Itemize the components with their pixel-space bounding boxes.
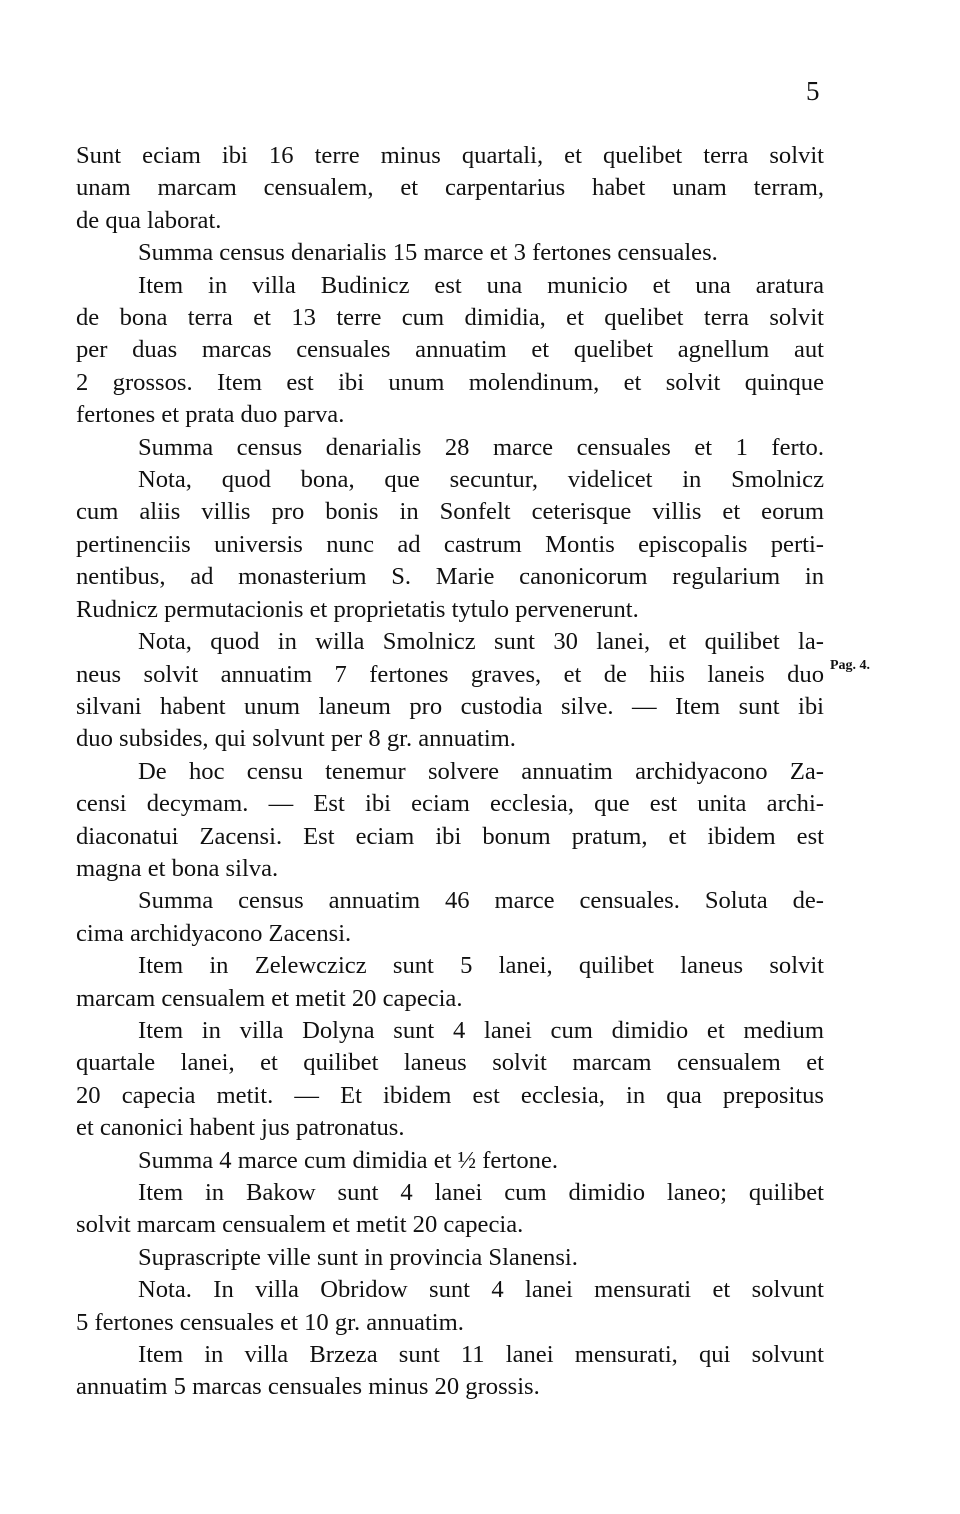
text-line: Nota. In villa Obridow sunt 4 lanei mensurati et solvunt bbox=[138, 1276, 824, 1304]
text-line: Summa census denarialis 28 marce censuales et 1 ferto. bbox=[138, 433, 824, 461]
text-line: cima archidyacono Zacensi. bbox=[76, 919, 352, 947]
text-line: Rudnicz permutacionis et proprietatis tytulo pervenerunt. bbox=[76, 595, 639, 623]
text-line: fertones et prata duo parva. bbox=[76, 401, 345, 429]
text-line: nentibus, ad monasterium S. Marie canonicorum regularium in bbox=[76, 563, 824, 591]
text-line: Summa census denarialis 15 marce et 3 fertones censuales. bbox=[138, 239, 718, 267]
text-line: Nota, quod bona, que secuntur, videlicet in Smolnicz bbox=[138, 466, 824, 494]
text-line: magna et bona silva. bbox=[76, 854, 279, 882]
text-line: unam marcam censualem, et carpentarius habet unam terram, bbox=[76, 174, 824, 202]
paragraph-9 bbox=[76, 950, 824, 1015]
paragraph-12 bbox=[76, 1177, 824, 1242]
text-line: Sunt eciam ibi 16 terre minus quartali, et quelibet terra solvit bbox=[76, 142, 824, 169]
text-line: Item in Zelewczicz sunt 5 lanei, quilibet laneus solvit bbox=[138, 952, 824, 980]
text-line: 20 capecia metit. — Et ibidem est ecclesia, in qua prepositus bbox=[76, 1081, 824, 1109]
text-line: quartale lanei, et quilibet laneus solvit marcam censualem et bbox=[76, 1049, 824, 1077]
paragraph-14 bbox=[76, 1274, 824, 1339]
text-line: marcam censualem et metit 20 capecia. bbox=[76, 984, 463, 1012]
text-line: Item in villa Brzeza sunt 11 lanei mensurati, qui solvunt bbox=[138, 1341, 824, 1369]
page-number: 5 bbox=[806, 76, 820, 106]
text-line: solvit marcam censualem et metit 20 capecia. bbox=[76, 1211, 524, 1239]
text-line: pertinenciis universis nunc ad castrum Montis episcopalis perti- bbox=[76, 530, 824, 558]
text-line: Item in Bakow sunt 4 lanei cum dimidio laneo; quilibet bbox=[138, 1179, 824, 1206]
text-line: silvani habent unum laneum pro custodia silve. — Item sunt ibi bbox=[76, 692, 824, 720]
text-line: cum aliis villis pro bonis in Sonfelt ceterisque villis et eorum bbox=[76, 498, 824, 526]
text-line: censi decymam. — Est ibi eciam ecclesia, que est unita archi- bbox=[76, 790, 824, 818]
paragraph-15 bbox=[76, 1339, 824, 1404]
paragraph-10 bbox=[76, 1015, 824, 1145]
body-text bbox=[76, 140, 824, 1404]
text-line: 5 fertones censuales et 10 gr. annuatim. bbox=[76, 1308, 464, 1336]
text-line: De hoc censu tenemur solvere annuatim archidyacono Za- bbox=[138, 757, 824, 785]
paragraph-1 bbox=[76, 140, 824, 237]
text-line: diaconatui Zacensi. Est eciam ibi bonum pratum, et ibidem est bbox=[76, 822, 824, 850]
text-line: duo subsides, qui solvunt per 8 gr. annuatim. bbox=[76, 725, 516, 753]
paragraph-5 bbox=[76, 464, 824, 626]
paragraph-13 bbox=[76, 1242, 824, 1274]
text-line: Suprascripte ville sunt in provincia Slanensi. bbox=[138, 1243, 578, 1271]
text-line: neus solvit annuatim 7 fertones graves, et de hiis laneis duo bbox=[76, 660, 824, 688]
text-line: Summa 4 marce cum dimidia et ½ fertone. bbox=[138, 1146, 559, 1174]
text-line: Summa census annuatim 46 marce censuales. Soluta de- bbox=[138, 887, 824, 915]
paragraph-6 bbox=[76, 626, 824, 756]
paragraph-11 bbox=[76, 1145, 824, 1177]
paragraph-7 bbox=[76, 756, 824, 886]
text-line: de qua laborat. bbox=[76, 206, 222, 234]
paragraph-2 bbox=[76, 237, 824, 269]
text-line: et canonici habent jus patronatus. bbox=[76, 1114, 405, 1142]
text-line: de bona terra et 13 terre cum dimidia, et quelibet terra solvit bbox=[76, 304, 824, 332]
text-line: Item in villa Budinicz est una municio et una aratura bbox=[138, 271, 824, 299]
text-line: Item in villa Dolyna sunt 4 lanei cum dimidio et medium bbox=[138, 1016, 824, 1044]
text-line: annuatim 5 marcas censuales minus 20 grossis. bbox=[76, 1373, 540, 1401]
text-line: per duas marcas censuales annuatim et quelibet agnellum aut bbox=[76, 336, 824, 364]
paragraph-3 bbox=[76, 270, 824, 432]
text-line: Nota, quod in willa Smolnicz sunt 30 lanei, et quilibet la- bbox=[138, 628, 824, 656]
text-line: 2 grossos. Item est ibi unum molendinum, et solvit quinque bbox=[76, 368, 824, 396]
margin-note: Pag. 4. bbox=[830, 658, 871, 673]
paragraph-8 bbox=[76, 885, 824, 950]
paragraph-4 bbox=[76, 432, 824, 464]
